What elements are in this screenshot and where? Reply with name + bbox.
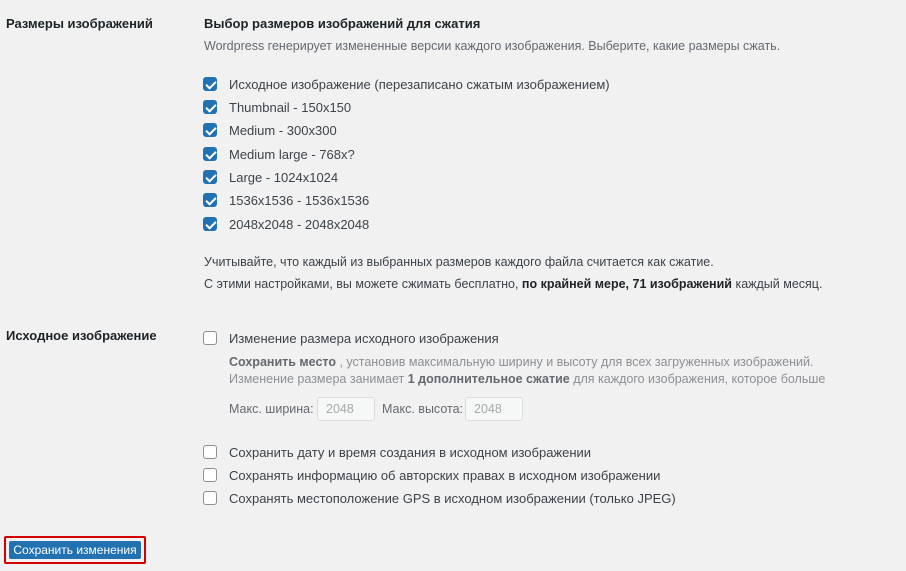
- checkbox-thumbnail[interactable]: [203, 100, 217, 114]
- checkbox-large[interactable]: [203, 170, 217, 184]
- preserve-option-label: Сохранять информацию об авторских правах в исходном изображении: [229, 467, 661, 483]
- checkbox-original[interactable]: [203, 77, 217, 91]
- max-width-label: Макс. ширина:: [229, 402, 314, 416]
- original-section-label: Исходное изображение: [6, 328, 157, 343]
- size-option-label: Thumbnail - 150x150: [229, 99, 352, 115]
- size-option-label: Medium - 300x300: [229, 122, 337, 138]
- quota-note: С этими настройками, вы можете сжимать бесплатно, по крайней мере, 71 изображений каждый месяц.: [204, 277, 823, 291]
- preserve-option-label: Сохранить дату и время создания в исходном изображении: [229, 444, 592, 460]
- sizes-section-label: Размеры изображений: [6, 16, 153, 31]
- sizes-description: Wordpress генерирует измененные версии каждого изображения. Выберите, какие размеры сжать.: [204, 39, 781, 53]
- size-option-medium[interactable]: [203, 121, 337, 139]
- checkbox-1536[interactable]: [203, 193, 217, 207]
- size-option-label: Large - 1024x1024: [229, 169, 339, 185]
- size-option-label: 1536x1536 - 1536x1536: [229, 192, 370, 208]
- max-width-input[interactable]: [317, 397, 375, 421]
- checkbox-resize[interactable]: [203, 331, 217, 345]
- max-height-input[interactable]: [465, 397, 523, 421]
- preserve-copyright-option[interactable]: [203, 466, 660, 484]
- size-option-medium-large[interactable]: [203, 145, 355, 163]
- preserve-date-option[interactable]: [203, 443, 591, 461]
- preserve-option-label: Сохранять местоположение GPS в исходном изображении (только JPEG): [229, 490, 676, 506]
- compression-note: Учитывайте, что каждый из выбранных размеров каждого файла считается как сжатие.: [204, 255, 714, 269]
- size-option-label: 2048x2048 - 2048x2048: [229, 216, 370, 232]
- size-option-large[interactable]: [203, 168, 338, 186]
- resize-description-1: Сохранить место , установив максимальную ширину и высоту для всех загруженных изображений.: [229, 355, 814, 369]
- size-option-label: Исходное изображение (перезаписано сжатым изображением): [229, 76, 610, 92]
- resize-option-label: Изменение размера исходного изображения: [229, 330, 499, 346]
- size-option-2048[interactable]: [203, 215, 369, 233]
- size-option-label: Medium large - 768x?: [229, 146, 355, 162]
- preserve-gps-option[interactable]: [203, 489, 676, 507]
- resize-option[interactable]: [203, 329, 499, 347]
- checkbox-preserve-date[interactable]: [203, 445, 217, 459]
- checkbox-preserve-copyright[interactable]: [203, 468, 217, 482]
- resize-description-2: Изменение размера занимает 1 дополнительное сжатие для каждого изображения, которое больше: [229, 372, 826, 386]
- size-option-thumbnail[interactable]: [203, 98, 351, 116]
- size-option-1536[interactable]: [203, 191, 369, 209]
- size-option-original[interactable]: [203, 75, 610, 93]
- sizes-title: Выбор размеров изображений для сжатия: [204, 16, 481, 31]
- checkbox-preserve-gps[interactable]: [203, 491, 217, 505]
- save-changes-button[interactable]: Сохранить изменения: [9, 541, 141, 559]
- checkbox-medium-large[interactable]: [203, 147, 217, 161]
- checkbox-2048[interactable]: [203, 217, 217, 231]
- max-height-label: Макс. высота:: [382, 402, 464, 416]
- save-button-highlight: [4, 536, 146, 564]
- checkbox-medium[interactable]: [203, 123, 217, 137]
